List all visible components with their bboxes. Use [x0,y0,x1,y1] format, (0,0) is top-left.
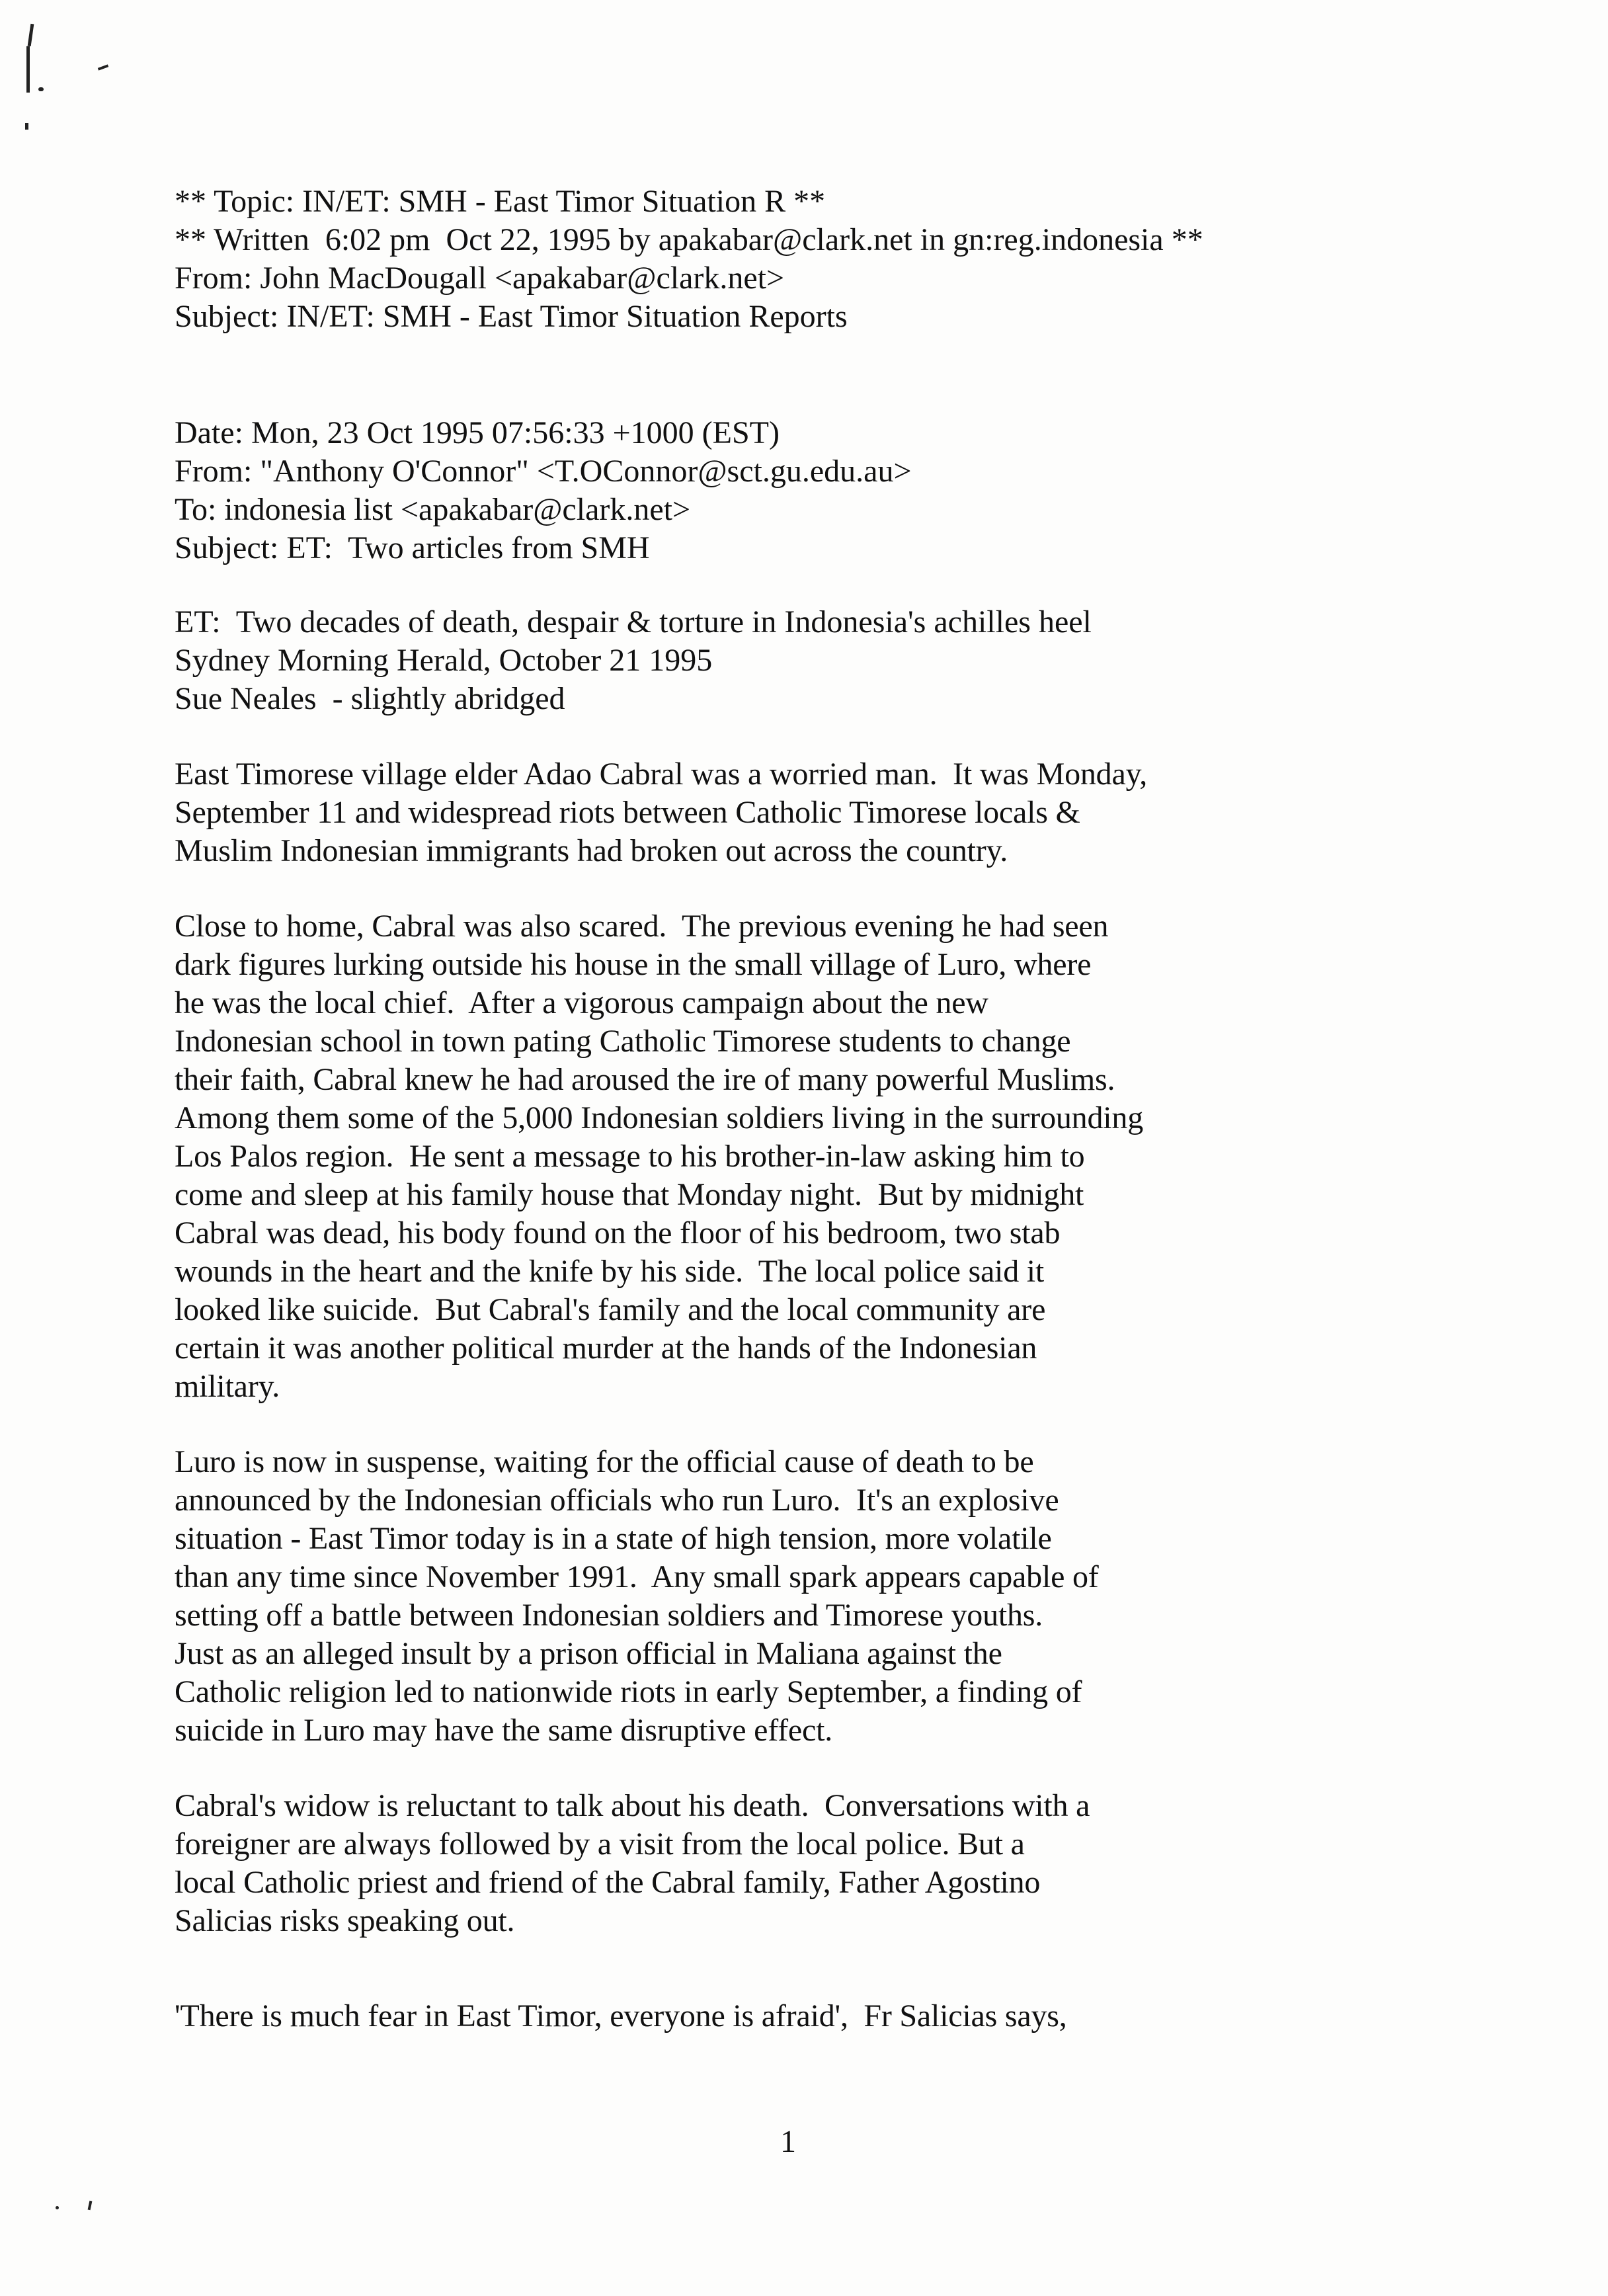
subject-line: Subject: IN/ET: SMH - East Timor Situation Reports [175,299,848,334]
paragraph-line: setting off a battle between Indonesian soldiers and Timorese youths. [175,1598,1043,1633]
paragraph-line: their faith, Cabral knew he had aroused the ire of many powerful Muslims. [175,1062,1115,1097]
paragraph-line: come and sleep at his family house that Monday night. But by midnight [175,1177,1084,1212]
paragraph-line: he was the local chief. After a vigorous campaign about the new [175,985,988,1020]
paragraph-line: Cabral was dead, his body found on the floor of his bedroom, two stab [175,1215,1061,1250]
paragraph-line: Muslim Indonesian immigrants had broken out across the country. [175,833,1008,868]
paragraph-line: Los Palos region. He sent a message to his brother-in-law asking him to [175,1139,1085,1174]
article-byline: Sue Neales - slightly abridged [175,681,565,716]
email-header [175,414,1470,567]
paragraph-line: local Catholic priest and friend of the Cabral family, Father Agostino [175,1865,1041,1900]
article-source: Sydney Morning Herald, October 21 1995 [175,643,713,678]
scan-mark [25,123,28,130]
paragraph-line: Among them some of the 5,000 Indonesian soldiers living in the surrounding [175,1100,1144,1135]
date-line: Date: Mon, 23 Oct 1995 07:56:33 +1000 (EST) [175,415,780,450]
paragraph-line: Luro is now in suspense, waiting for the official cause of death to be [175,1444,1034,1479]
from-line: From: John MacDougall <apakabar@clark.net> [175,261,785,296]
page-number: 1 [780,2124,796,2159]
paragraph-line: wounds in the heart and the knife by his side. The local police said it [175,1254,1045,1289]
article-paragraph [175,1997,1470,2035]
paragraph-line: Close to home, Cabral was also scared. The previous evening he had seen [175,909,1109,944]
paragraph-line: Just as an alleged insult by a prison official in Maliana against the [175,1636,1002,1671]
article-paragraph [175,1443,1470,1750]
paragraph-line: looked like suicide. But Cabral's family and the local community are [175,1292,1046,1327]
email-subject-line: Subject: ET: Two articles from SMH [175,530,650,565]
scan-mark [88,2201,93,2211]
article-heading [175,603,1470,718]
paragraph-line: than any time since November 1991. Any small spark appears capable of [175,1559,1099,1594]
scan-mark [26,46,30,93]
paragraph-line: suicide in Luro may have the same disruptive effect. [175,1713,833,1748]
scan-mark [56,2206,59,2209]
scan-mark [28,24,34,46]
paragraph-line: dark figures lurking outside his house in the small village of Luro, where [175,947,1092,982]
paragraph-line: announced by the Indonesian officials who run Luro. It's an explosive [175,1483,1059,1518]
paragraph-line: foreigner are always followed by a visit from the local police. But a [175,1826,1025,1862]
paragraph-line: 'There is much fear in East Timor, everyone is afraid', Fr Salicias says, [175,1998,1067,2033]
paragraph-line: certain it was another political murder at the hands of the Indonesian [175,1331,1037,1366]
to-line: To: indonesia list <apakabar@clark.net> [175,492,691,527]
article-paragraph [175,755,1470,870]
paragraph-line: East Timorese village elder Adao Cabral was a worried man. It was Monday, [175,757,1148,792]
paragraph-line: Indonesian school in town pating Catholic Timorese students to change [175,1024,1071,1059]
forum-header [175,183,1470,336]
article-title: ET: Two decades of death, despair & torture in Indonesia's achilles heel [175,604,1092,639]
email-from-line: From: "Anthony O'Connor" <T.OConnor@sct.gu.edu.au> [175,454,912,489]
topic-line: ** Topic: IN/ET: SMH - East Timor Situation R ** [175,184,826,219]
scan-mark [98,64,108,70]
paragraph-line: situation - East Timor today is in a state of high tension, more volatile [175,1521,1052,1556]
paragraph-line: Salicias risks speaking out. [175,1903,515,1938]
paragraph-line: September 11 and widespread riots between Catholic Timorese locals & [175,795,1080,830]
paragraph-line: military. [175,1369,280,1404]
scan-mark [38,87,44,91]
paragraph-line: Cabral's widow is reluctant to talk about his death. Conversations with a [175,1788,1090,1823]
written-line: ** Written 6:02 pm Oct 22, 1995 by apakabar@clark.net in gn:reg.indonesia ** [175,222,1203,257]
article-paragraph [175,1787,1470,1940]
article-paragraph [175,907,1470,1406]
paragraph-line: Catholic religion led to nationwide riots in early September, a finding of [175,1674,1082,1709]
